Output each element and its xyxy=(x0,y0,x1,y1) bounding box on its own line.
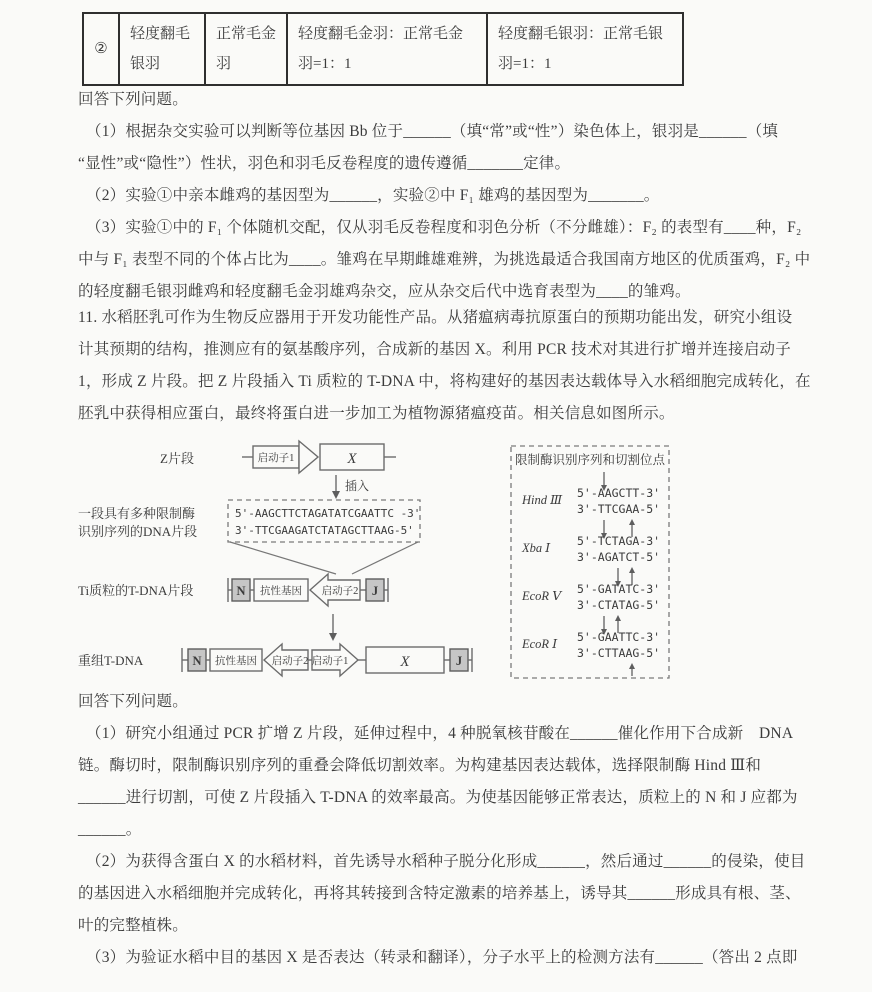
enzyme-name-ecori: EcoR Ⅰ xyxy=(522,637,558,651)
text-line: 链。酶切时，限制酶识别序列的重叠会降低切割效率。为构建基因表达载体，选择限制酶 Hind Ⅲ和 xyxy=(78,757,762,774)
text-line: （3）为验证水稻中目的基因 X 是否表达（转录和翻译），分子水平上的检测方法有______（答出 2 点即 xyxy=(86,949,798,966)
text-line: ______进行切割，可使 Z 片段插入 T-DNA 的效率最高。为使基因能够正常表达，质粒上的 N 和 J 应都为 xyxy=(78,789,798,806)
dna-sequence-bottom-strand: 3'-TTCGAAGATCTATAGCTTAAG-5' xyxy=(235,524,414,537)
promoter1-label: 启动子1 xyxy=(257,453,295,464)
insert-label: 插入 xyxy=(345,479,370,493)
hind3-bottom-strand: 3'-TTCGAA-5' xyxy=(577,502,661,516)
text-line: 计其预期的结构，推测应有的氨基酸序列，合成新的基因 X。利用 PCR 技术对其进行扩增并连接启动子 xyxy=(78,341,791,358)
z-fragment-label: Z片段 xyxy=(160,451,194,466)
text-line: 的基因进入水稻细胞并完成转化，再将其转接到含特定激素的培养基上，诱导其______形成具有根、茎、 xyxy=(78,885,801,902)
xba1-cut-up-head xyxy=(629,567,635,573)
text-line: （2）为获得含蛋白 X 的水稻材料，首先诱导水稻种子脱分化形成______，然后通过______的侵染，使目 xyxy=(86,853,806,870)
dna-sequence-top-strand: 5'-AAGCTTCTAGATATCGAATTC -3' xyxy=(235,507,421,520)
funnel-left-line xyxy=(230,542,336,574)
table-cell-offspring-ratio-2: 轻度翻毛银羽：正常毛银羽=1：1 xyxy=(487,13,683,85)
ti-tdna-label: Ti质粒的T-DNA片段 xyxy=(78,583,194,598)
table-cell-offspring-ratio-1: 轻度翻毛金羽：正常毛金羽=1：1 xyxy=(287,13,487,85)
table-cell-parent-2: 正常毛金羽 xyxy=(205,13,287,85)
table-row xyxy=(83,13,683,85)
ecorv-top-strand: 5'-GATATC-3' xyxy=(577,582,661,596)
insert-arrow-head xyxy=(332,491,340,499)
xba1-bottom-strand: 3'-AGATCT-5' xyxy=(577,550,661,564)
gene-x-recombinant-label: X xyxy=(400,654,410,670)
ecori-bottom-strand: 3'-CTTAAG-5' xyxy=(577,646,661,660)
recombinant-tdna-label: 重组T-DNA xyxy=(78,653,144,668)
ecori-top-strand: 5'-GAATTC-3' xyxy=(577,630,661,644)
text-line: （3）实验①中的 F₁ 个体随机交配，仅从羽毛反卷程度和羽色分析（不分雌雄）：F₂ 的表型有____种，F₂ xyxy=(86,219,802,236)
ecorv-cut-up-head xyxy=(615,615,621,621)
enzyme-name-ecorv: EcoR Ⅴ xyxy=(522,589,562,603)
ecori-cut-up-head xyxy=(629,663,635,669)
j-box-recombinant-label: J xyxy=(455,654,463,668)
funnel-right-line xyxy=(352,542,418,574)
promoter1-recombinant-label: 启动子1 xyxy=(311,656,349,667)
recombine-arrow-head xyxy=(329,633,337,641)
ecorv-bottom-strand: 3'-CTATAG-5' xyxy=(577,598,661,612)
question-10-block xyxy=(78,84,818,308)
dna-fragment-label-line1: 一段具有多种限制酶 xyxy=(78,506,196,521)
resistance-gene-label: 抗性基因 xyxy=(260,586,302,597)
promoter2-label: 启动子2 xyxy=(321,586,359,597)
promoter2-recombinant-label: 启动子2 xyxy=(271,656,309,667)
enzyme-panel-title: 限制酶识别序列和切割位点 xyxy=(514,453,666,467)
cross-results-table xyxy=(82,12,684,86)
text-line: （1）研究小组通过 PCR 扩增 Z 片段，延伸过程中，4 种脱氧核苷酸在______催化作用下合成新 DNA xyxy=(86,725,794,742)
text-line: 中与 F₁ 表型不同的个体占比为____。雏鸡在早期雌雄难辨，为挑选最适合我国南方地区的优质蛋鸡，F₂ 中 xyxy=(78,251,811,268)
hind3-cut-up-head xyxy=(629,519,635,525)
promoter1-arrowhead xyxy=(299,441,318,473)
answer-prompt: 回答下列问题。 xyxy=(78,693,188,710)
gene-construct-diagram xyxy=(0,428,872,686)
text-line: ______。 xyxy=(78,821,142,838)
j-box-label: J xyxy=(371,584,379,598)
gene-x-label: X xyxy=(347,451,357,467)
text-line: 叶的完整植株。 xyxy=(78,917,188,934)
dna-fragment-label-line2: 识别序列的DNA片段 xyxy=(78,524,198,539)
table-cell-experiment-number: ② xyxy=(83,13,119,85)
resistance-gene-recombinant-label: 抗性基因 xyxy=(215,656,257,667)
text-line: “显性”或“隐性”）性状，羽色和羽毛反卷程度的遗传遵循_______定律。 xyxy=(78,155,571,172)
hind3-top-strand: 5'-AAGCTT-3' xyxy=(577,486,661,500)
enzyme-name-xba1: Xba Ⅰ xyxy=(522,541,551,555)
n-box-label: N xyxy=(236,584,246,598)
text-line: 11. 水稻胚乳可作为生物反应器用于开发功能性产品。从猪瘟病毒抗原蛋白的预期功能出发，研究小组设 xyxy=(78,309,793,326)
text-line: （1）根据杂交实验可以判断等位基因 Bb 位于______（填“常”或“性”）染色体上，银羽是______（填 xyxy=(86,123,779,140)
text-line: （2）实验①中亲本雌鸡的基因型为______，实验②中 F₁ 雄鸡的基因型为_______。 xyxy=(86,187,660,204)
enzyme-name-hind3: Hind Ⅲ xyxy=(522,493,563,507)
text-line: 的轻度翻毛银羽雌鸡和轻度翻毛金羽雄鸡杂交，应从杂交后代中选育表型为____的雏鸡。 xyxy=(78,283,691,300)
answer-prompt: 回答下列问题。 xyxy=(78,91,188,108)
n-box-recombinant-label: N xyxy=(192,654,202,668)
table-cell-parent-1: 轻度翻毛银羽 xyxy=(119,13,205,85)
question-11-block xyxy=(78,686,818,974)
text-line: 胚乳中获得相应蛋白，最终将蛋白进一步加工为植物源猪瘟疫苗。相关信息如图所示。 xyxy=(78,405,675,422)
question-11-stem xyxy=(78,302,818,430)
text-line: 1，形成 Z 片段。把 Z 片段插入 Ti 质粒的 T-DNA 中，将构建好的基因表达载体导入水稻细胞完成转化，在 xyxy=(78,373,811,390)
xba1-top-strand: 5'-TCTAGA-3' xyxy=(577,534,661,548)
